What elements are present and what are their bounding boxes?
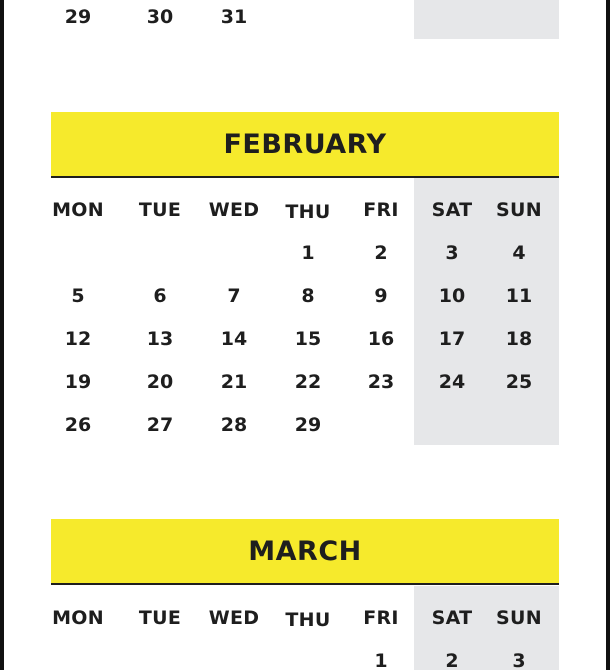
- date-cell: 6: [153, 285, 167, 307]
- date-cell: 4: [512, 242, 526, 264]
- date-cell: 10: [438, 285, 466, 307]
- date-cell: 1: [374, 650, 388, 672]
- date-cell: 5: [71, 285, 85, 307]
- page-border-right: [606, 0, 610, 670]
- february-header: [51, 112, 559, 176]
- date-cell: 8: [301, 285, 315, 307]
- date-cell: 22: [294, 371, 322, 393]
- day-name: TUE: [138, 607, 182, 629]
- date-cell: 2: [374, 242, 388, 264]
- day-name: MON: [52, 607, 104, 629]
- day-name: FRI: [363, 607, 399, 629]
- day-name: SUN: [496, 607, 542, 629]
- day-name: THU: [285, 201, 331, 223]
- month-title: FEBRUARY: [223, 128, 387, 160]
- day-name: TUE: [138, 199, 182, 221]
- date-cell: 25: [505, 371, 533, 393]
- day-name: FRI: [363, 199, 399, 221]
- date-cell: 21: [220, 371, 248, 393]
- date-cell: 1: [301, 242, 315, 264]
- page-border-left: [0, 0, 4, 670]
- date-cell: 14: [220, 328, 248, 350]
- day-name: THU: [285, 609, 331, 631]
- day-name: MON: [52, 199, 104, 221]
- date-cell: 2: [445, 650, 459, 672]
- date-cell: 13: [146, 328, 174, 350]
- month-title: MARCH: [248, 535, 362, 567]
- date-cell: 23: [367, 371, 395, 393]
- day-name: SUN: [496, 199, 542, 221]
- day-name: WED: [208, 607, 260, 629]
- day-name: SAT: [431, 607, 473, 629]
- date-cell: 7: [227, 285, 241, 307]
- date-cell: 11: [505, 285, 533, 307]
- jan-date: 30: [146, 6, 174, 28]
- jan-date: 29: [64, 6, 92, 28]
- date-cell: 15: [294, 328, 322, 350]
- date-cell: 3: [445, 242, 459, 264]
- header-rule: [51, 583, 559, 585]
- date-cell: 3: [512, 650, 526, 672]
- date-cell: 18: [505, 328, 533, 350]
- date-cell: 26: [64, 414, 92, 436]
- date-cell: 9: [374, 285, 388, 307]
- january-weekend-shade: [414, 0, 559, 39]
- date-cell: 28: [220, 414, 248, 436]
- day-name: WED: [208, 199, 260, 221]
- date-cell: 29: [294, 414, 322, 436]
- march-header: [51, 519, 559, 583]
- day-name: SAT: [431, 199, 473, 221]
- date-cell: 27: [146, 414, 174, 436]
- header-rule: [51, 176, 559, 178]
- date-cell: 17: [438, 328, 466, 350]
- date-cell: 24: [438, 371, 466, 393]
- jan-date: 31: [220, 6, 248, 28]
- date-cell: 19: [64, 371, 92, 393]
- date-cell: 20: [146, 371, 174, 393]
- date-cell: 16: [367, 328, 395, 350]
- date-cell: 12: [64, 328, 92, 350]
